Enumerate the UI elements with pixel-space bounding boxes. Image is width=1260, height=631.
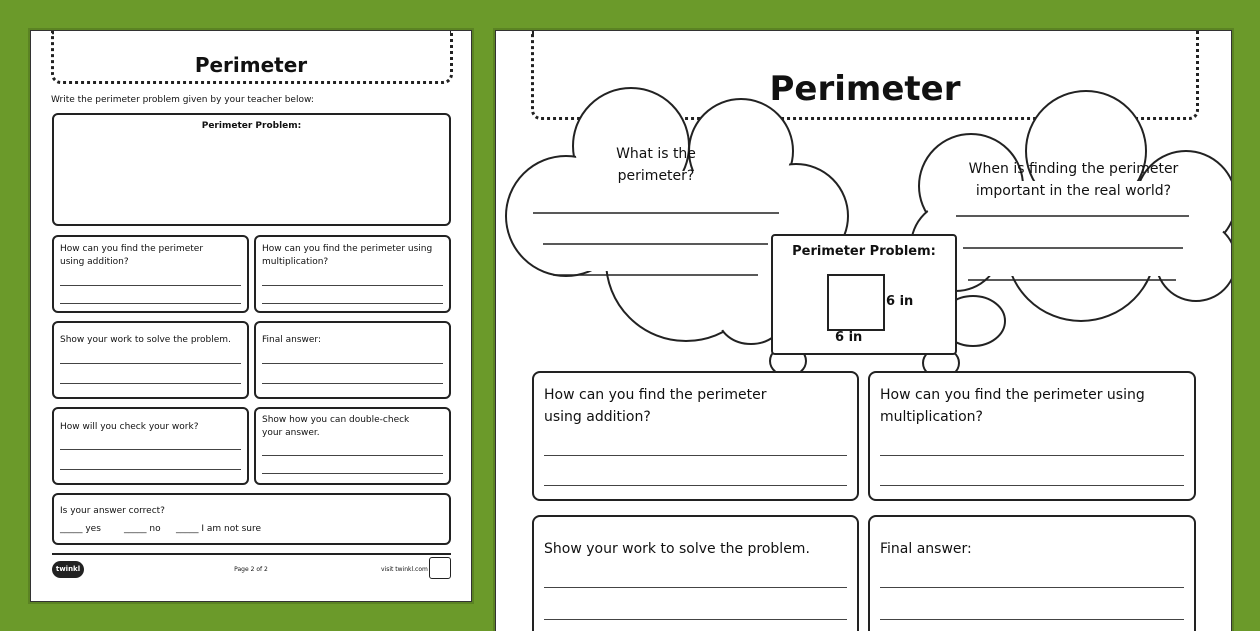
problem-title: Perimeter Problem: (792, 244, 936, 259)
question-label: How will you check your work? (60, 422, 199, 432)
cloud-question-right: When is finding the perimeter important in the real world? (968, 161, 1179, 199)
question-label: Show your work to solve the problem. (60, 335, 231, 345)
page-title: Perimeter (194, 53, 308, 77)
question-label: Show how you can double-check your answer. (262, 415, 410, 438)
twinkl-logo: twinkl (52, 561, 84, 578)
worksheet-page-1 (495, 30, 1232, 631)
option-not-sure[interactable]: _____ I am not sure (176, 524, 262, 534)
multiplication-question-box[interactable] (254, 235, 451, 313)
bottom-length-label: 6 in (835, 330, 863, 345)
final-answer-box[interactable] (868, 515, 1196, 631)
question-label: How can you find the perimeter using multiplication? (262, 244, 433, 267)
page-number: Page 2 of 2 (234, 566, 268, 573)
show-work-box[interactable] (532, 515, 859, 631)
question-label: How can you find the perimeter using addition? (60, 244, 204, 267)
addition-question-box[interactable] (532, 371, 859, 501)
worksheet-page-2 (30, 30, 472, 602)
problem-box[interactable] (52, 113, 451, 226)
question-label: How can you find the perimeter using addition? (544, 387, 767, 425)
question-label: Final answer: (262, 335, 321, 345)
problem-box-title: Perimeter Problem: (201, 121, 302, 131)
final-answer-box[interactable] (254, 321, 451, 399)
show-work-box[interactable] (52, 321, 249, 399)
square-shape (827, 274, 885, 331)
side-length-label: 6 in (886, 294, 914, 309)
answer-correct-box[interactable] (52, 493, 451, 545)
question-label: Final answer: (880, 541, 972, 557)
question-label: Show your work to solve the problem. (544, 541, 810, 557)
page-title: Perimeter (769, 69, 961, 109)
check-work-box[interactable] (52, 407, 249, 485)
question-label: How can you find the perimeter using multiplication? (880, 387, 1145, 425)
multiplication-question-box[interactable] (868, 371, 1196, 501)
footer-url: visit twinkl.com (381, 566, 428, 573)
addition-question-box[interactable] (52, 235, 249, 313)
question-label: Is your answer correct? (60, 506, 165, 516)
badge-icon (429, 557, 451, 579)
option-no[interactable]: _____ no (124, 524, 161, 534)
option-yes[interactable]: _____ yes (60, 524, 101, 534)
instruction-text: Write the perimeter problem given by your teacher below: (51, 95, 314, 105)
perimeter-problem-box (771, 234, 957, 355)
cloud-question-left: What is the perimeter? (616, 146, 696, 184)
double-check-box[interactable] (254, 407, 451, 485)
